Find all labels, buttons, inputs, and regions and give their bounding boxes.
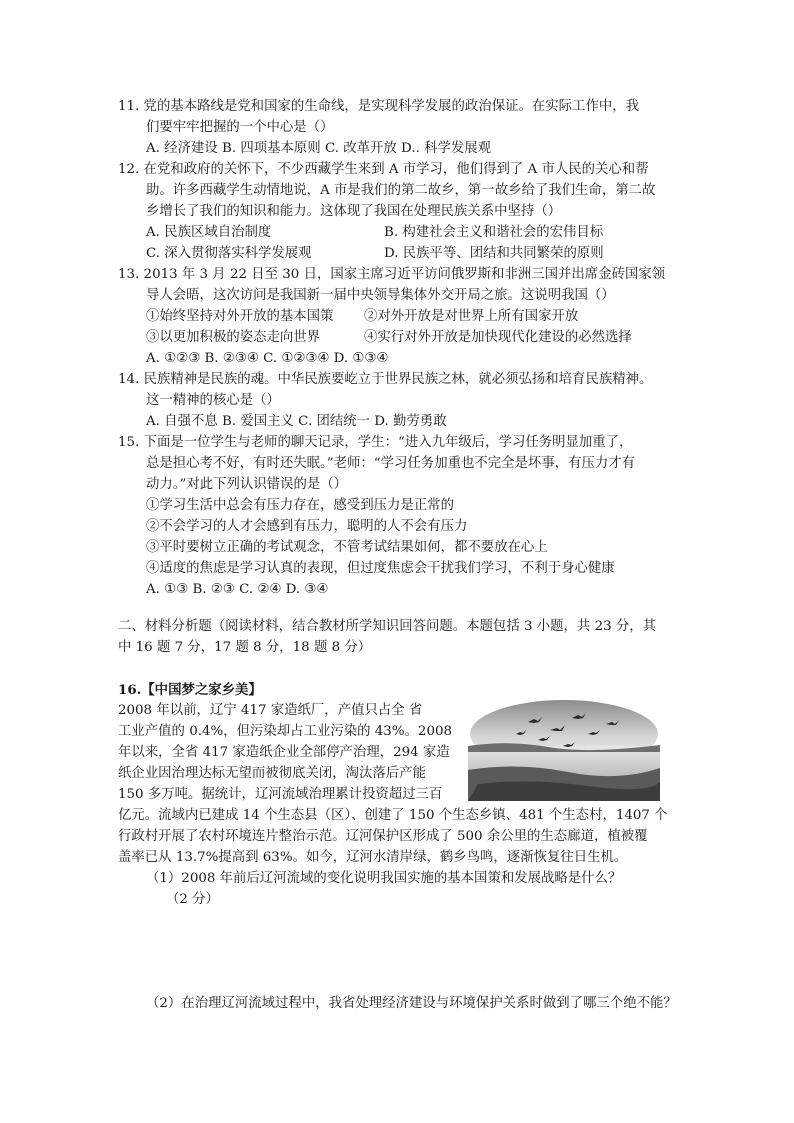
q16-heading: 16.【中国梦之家乡美】 [118,682,262,698]
q16-paragraph-line: 150 多万吨。据统计，辽河流域治理累计投资超过三百 [118,787,443,802]
q13-line1: 13. 2013 年 3 月 22 日至 30 日，国家主席习近平访问俄罗斯和非洲三国并出席金砖国家领 [118,267,666,282]
q13-line2: 导人会晤，这次访问是我国新一届中央领导集体外交开局之旅。这说明我国（） [146,288,615,303]
q12-option-d: D. 民族平等、团结和共同繁荣的原则 [384,246,604,261]
q16-subquestion-1-score: （2 分） [166,892,219,907]
q13-item4: ④实行对外开放是加快现代化建设的必然选择 [364,330,632,345]
q14-options: A. 自强不息 B. 爱国主义 C. 团结统一 D. 勤劳勇敢 [146,414,447,429]
q15-line3: 动力。”对此下列认识错误的是（） [146,477,348,492]
q15-item3: ③平时要树立正确的考试观念，不管考试结果如何，都不要放在心上 [146,540,548,555]
q13-item1: ①始终坚持对外开放的基本国策 [146,309,334,324]
q15-line1: 15. 下面是一位学生与老师的聊天记录，学生：“进入九年级后，学习任务明显加重了， [118,435,633,450]
q12-line2: 助。许多西藏学生动情地说，A 市是我们的第二故乡，第一故乡给了我们生命，第二故 [146,183,656,198]
q15-item4: ④适度的焦虑是学习认真的表现，但过度焦虑会干扰我们学习，不利于身心健康 [146,561,615,576]
q15-item1: ①学习生活中总会有压力存在，感受到压力是正常的 [146,498,454,513]
q16-subquestion-2: （2）在治理辽河流域过程中，我省处理经济建设与环境保护关系时做到了哪三个绝不能？ [146,996,677,1011]
q13-item3: ③以更加积极的姿态走向世界 [146,330,321,345]
q12-option-b: B. 构建社会主义和谐社会的宏伟目标 [384,225,604,240]
wetland-cranes-photo [468,700,660,801]
q12-option-c: C. 深入贯彻落实科学发展观 [146,246,312,261]
q16-paragraph-line: 纸企业因治理达标无望而被彻底关闭，淘汰落后产能 [118,766,426,781]
q15-line2: 总是担心考不好，有时还失眠。”老师：“学习任务加重也不完全是坏事，有压力才有 [146,456,636,471]
q11-line2: 们要牢牢把握的一个中心是（） [146,120,334,135]
q14-line2: 这一精神的核心是（） [146,393,280,408]
q12-option-a: A. 民族区域自治制度 [146,225,272,240]
q15-options: A. ①③ B. ②③ C. ②④ D. ③④ [146,582,329,597]
q11-line1: 11. 党的基本路线是党和国家的生命线，是实现科学发展的政治保证。在实际工作中，我 [118,99,640,114]
q13-item2: ②对外开放是对世界上所有国家开放 [364,309,579,324]
q15-item2: ②不会学习的人才会感到有压力，聪明的人不会有压力 [146,519,468,534]
q11-options: A. 经济建设 B. 四项基本原则 C. 改革开放 D.. 科学发展观 [146,141,492,156]
q16-paragraph-line: 年以来，全省 417 家造纸企业全部停产治理，294 家造 [118,745,450,760]
q12-line3: 乡增长了我们的知识和能力。这体现了我国在处理民族关系中坚持（） [146,204,562,219]
section2-line2: 中 16 题 7 分，17 题 8 分，18 题 8 分） [118,640,372,655]
q16-paragraph-line: 2008 年以前，辽宁 417 家造纸厂，产值只占全 省 [118,703,423,718]
q16-paragraph-line: 亿元。流域内已建成 14 个生态县（区）、创建了 150 个生态乡镇、481 个生态村，1407 个 [118,808,668,823]
q13-options: A. ①②③ B. ②③④ C. ①②③④ D. ①③④ [146,351,389,366]
q12-line1: 12. 在党和政府的关怀下，不少西藏学生来到 A 市学习，他们得到了 A 市人民的关心和帮 [118,162,649,177]
q16-subquestion-1: （1）2008 年前后辽河流域的变化说明我国实施的基本国策和发展战略是什么？ [146,871,622,886]
q16-paragraph-line: 行政村开展了农村环境连片整治示范。辽河保护区形成了 500 余公里的生态廊道，植被覆 [118,829,648,844]
q16-paragraph-line: 盖率已从 13.7%提高到 63%。如今，辽河水清岸绿，鹤乡鸟鸣，逐渐恢复往日生机。 [118,850,628,865]
q14-line1: 14. 民族精神是民族的魂。中华民族要屹立于世界民族之林，就必须弘扬和培育民族精神。 [118,372,653,387]
wetland-cranes-illustration [468,700,660,801]
q16-paragraph-line: 工业产值的 0.4%，但污染却占工业污染的 43%。2008 [118,724,453,739]
section2-line1: 二、材料分析题（阅读材料，结合教材所学知识回答问题。本题包括 3 小题，共 23 分，其 [118,619,657,634]
